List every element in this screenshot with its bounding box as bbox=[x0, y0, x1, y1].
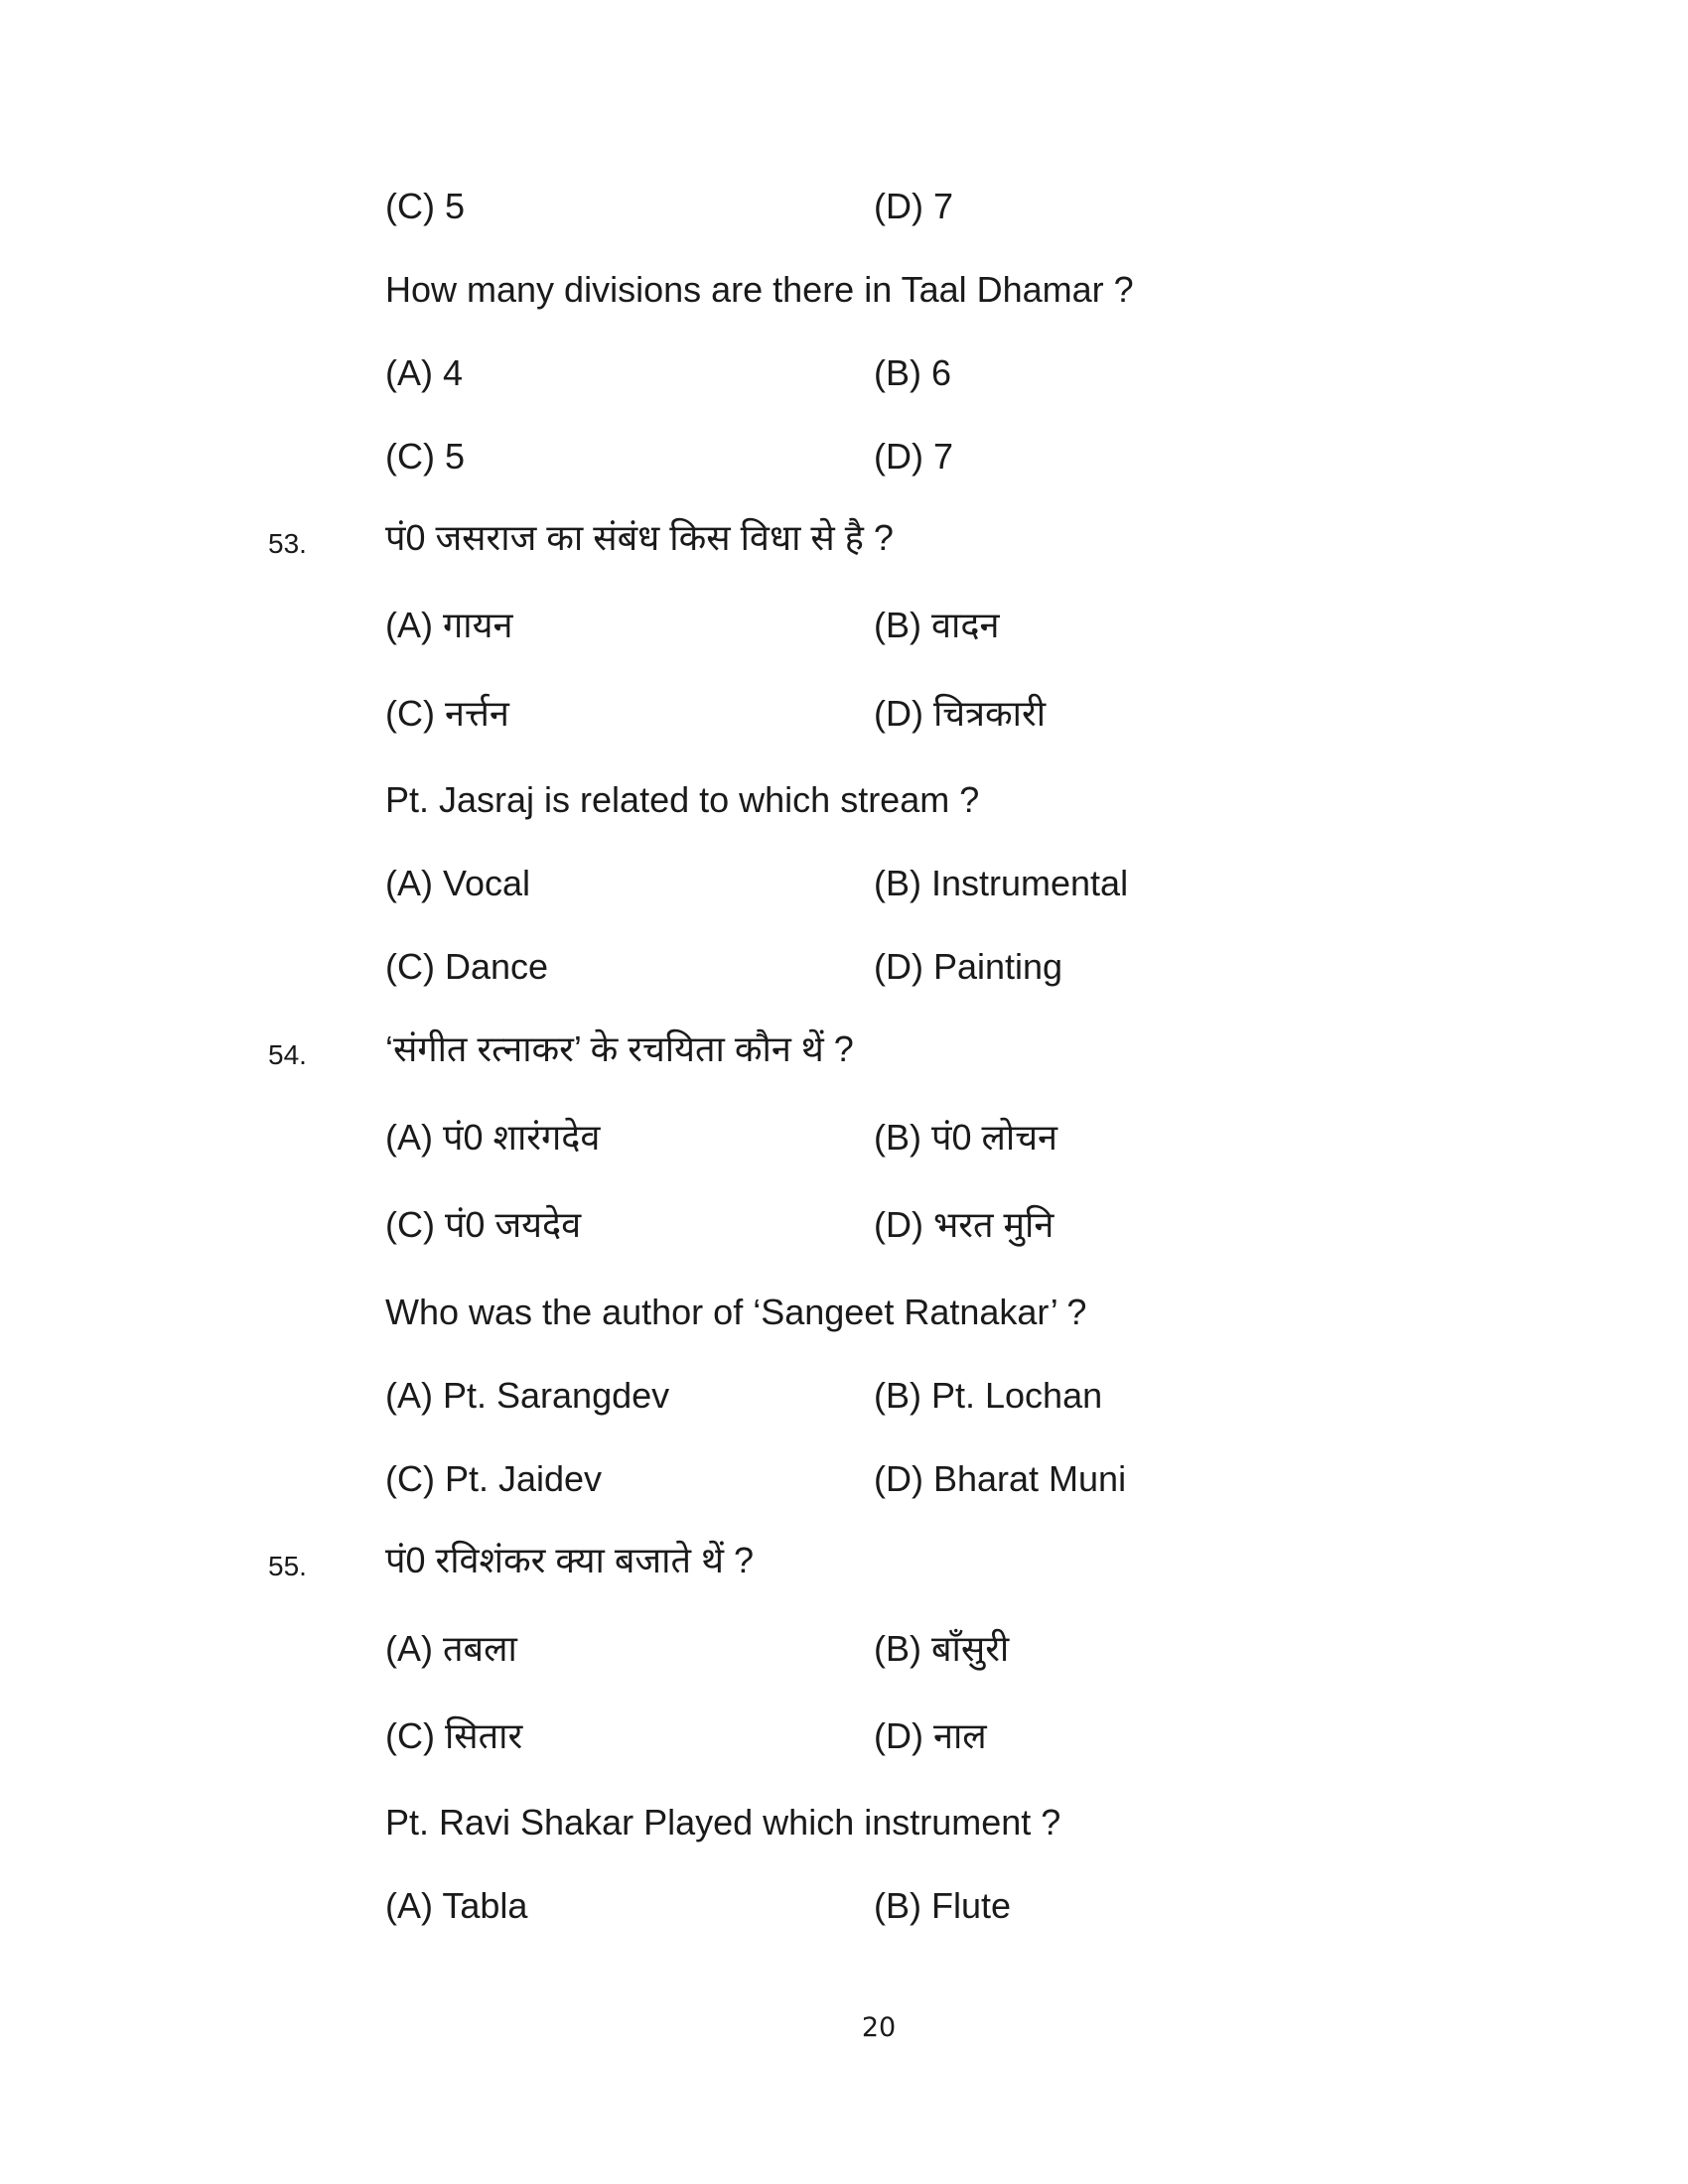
q54-en-question: Who was the author of ‘Sangeet Ratnakar’ ? bbox=[385, 1292, 1087, 1332]
q54-number: 54. bbox=[268, 1039, 307, 1070]
q55-hi-question: पं0 रविशंकर क्या बजाते थें ? bbox=[385, 1540, 754, 1580]
q53-en-option-c: (C) Dance bbox=[385, 946, 549, 987]
q54-hi-option-d: (D) भरत मुनि bbox=[874, 1204, 1055, 1245]
q52-hi-option-d: (D) 7 bbox=[874, 186, 953, 226]
q53-en-question: Pt. Jasraj is related to which stream ? bbox=[385, 779, 980, 820]
q54-hi-option-b: (B) पं0 लोचन bbox=[874, 1117, 1058, 1158]
q55-en-option-a: (A) Tabla bbox=[385, 1885, 528, 1926]
q54-hi-question: ‘संगीत रत्नाकर’ के रचयिता कौन थें ? bbox=[385, 1028, 854, 1069]
q55-en-question: Pt. Ravi Shakar Played which instrument ? bbox=[385, 1802, 1061, 1843]
q54-hi-option-a: (A) पं0 शारंगदेव bbox=[385, 1117, 601, 1158]
q52-en-option-b: (B) 6 bbox=[874, 352, 952, 393]
q53-en-option-d: (D) Painting bbox=[874, 946, 1063, 987]
q55-en-option-b: (B) Flute bbox=[874, 1885, 1012, 1926]
q55-hi-option-c: (C) सितार bbox=[385, 1715, 523, 1756]
q53-en-option-a: (A) Vocal bbox=[385, 863, 531, 903]
q54-en-option-d: (D) Bharat Muni bbox=[874, 1458, 1127, 1499]
q53-number: 53. bbox=[268, 528, 307, 559]
q55-hi-option-b: (B) बाँसुरी bbox=[874, 1628, 1010, 1669]
q55-hi-option-a: (A) तबला bbox=[385, 1628, 517, 1669]
q54-en-option-a: (A) Pt. Sarangdev bbox=[385, 1375, 670, 1416]
q54-hi-option-c: (C) पं0 जयदेव bbox=[385, 1204, 582, 1245]
q53-hi-option-a: (A) गायन bbox=[385, 605, 513, 645]
q53-hi-option-b: (B) वादन bbox=[874, 605, 1000, 645]
q52-en-option-a: (A) 4 bbox=[385, 352, 464, 393]
q55-hi-option-d: (D) नाल bbox=[874, 1715, 987, 1756]
page-number: 20 bbox=[861, 2012, 897, 2043]
q53-hi-option-d: (D) चित्रकारी bbox=[874, 693, 1047, 734]
q53-hi-question: पं0 जसराज का संबंध किस विधा से है ? bbox=[385, 517, 894, 558]
q54-en-option-c: (C) Pt. Jaidev bbox=[385, 1458, 603, 1499]
q52-hi-option-c: (C) 5 bbox=[385, 186, 465, 226]
q53-en-option-b: (B) Instrumental bbox=[874, 863, 1129, 903]
q55-number: 55. bbox=[268, 1551, 307, 1581]
q52-en-question: How many divisions are there in Taal Dhamar ? bbox=[385, 269, 1134, 310]
q52-en-option-d: (D) 7 bbox=[874, 436, 953, 477]
q53-hi-option-c: (C) नर्त्तन bbox=[385, 693, 509, 734]
q52-en-option-c: (C) 5 bbox=[385, 436, 465, 477]
q54-en-option-b: (B) Pt. Lochan bbox=[874, 1375, 1103, 1416]
